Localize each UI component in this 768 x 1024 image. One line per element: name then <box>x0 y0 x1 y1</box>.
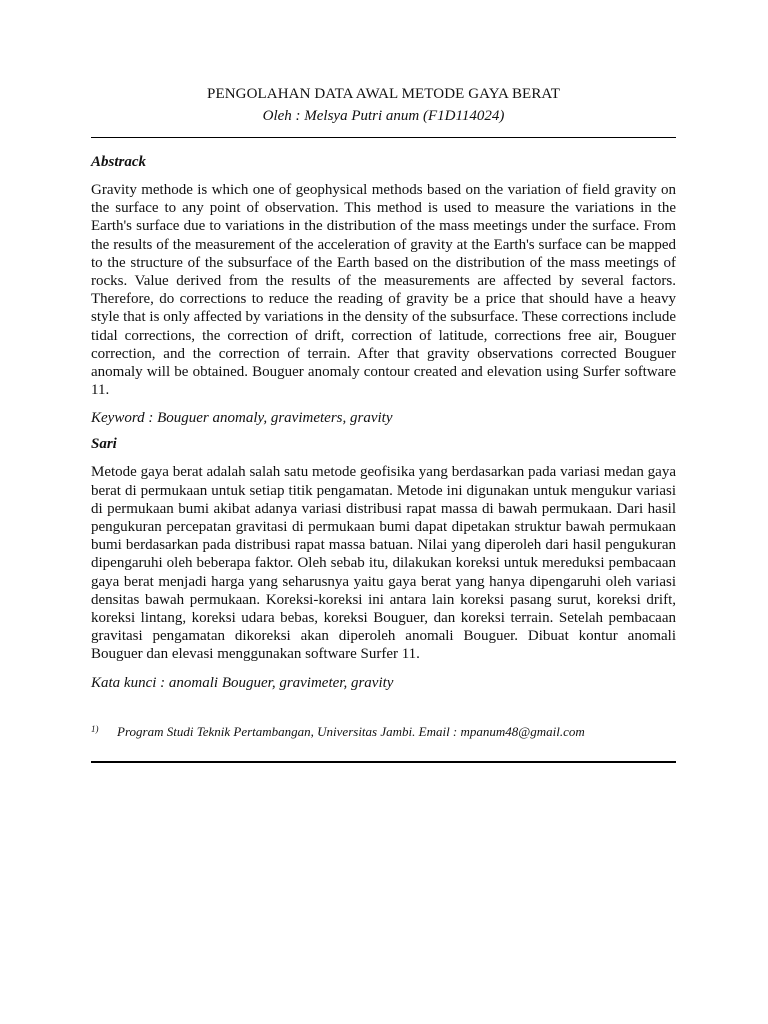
author-line: Oleh : Melsya Putri anum (F1D114024) <box>262 108 505 124</box>
paper-page <box>91 84 676 763</box>
keyword-line: Keyword : Bouguer anomaly, gravimeters, gravity <box>91 410 393 427</box>
sari-paragraph: Metode gaya berat adalah salah satu metode geofisika yang berdasarkan pada variasi medan gaya berat di permukaan untuk setiap titik pengamatan. Metode ini digunakan untuk mengukur variasi di permukaan bumi akibat adanya variasi distribusi rapat massa di bawah permukaan. Dari hasil pengukuran percepatan gravitasi di permukaan bumi dapat dipetakan struktur bawah permukaan bumi berdasarkan pada distribusi rapat massa batuan. Nilai yang diperoleh dari hasil pengukuran dipengaruhi oleh beberapa faktor. Oleh sebab itu, dilakukan koreksi untuk mereduksi pembacaan gaya berat menjadi harga yang seharusnya yaitu gaya berat yang hanya dipengaruhi oleh variasi densitas bawah permukaan. Koreksi-koreksi ini antara lain koreksi pasang surut, koreksi drift, koreksi lintang, koreksi udara bebas, koreksi Bouguer, dan koreksi terrain. Setelah pembacaan gravitasi pengamatan dikoreksi akan diperoleh anomali Bouguer. Dibuat kontur anomali Bouguer dan elevasi menggunakan software Surfer 11. <box>91 464 676 663</box>
paper-title: PENGOLAHAN DATA AWAL METODE GAYA BERAT <box>207 86 560 102</box>
footnote-text: Program Studi Teknik Pertambangan, Universitas Jambi. Email : mpanum48@gmail.com <box>117 723 585 739</box>
footnote-mark: 1) <box>91 723 99 734</box>
footer-divider <box>91 761 676 763</box>
sari-heading: Sari <box>91 436 117 453</box>
footnote <box>91 723 676 741</box>
abstract-paragraph: Gravity methode is which one of geophysical methods based on the variation of field gravity on the surface to any point of observation. This method is used to measure the variations in the Earth's surface due to variations in the distribution of the mass meetings under the surface. From the results of the measurement of the acceleration of gravity at the Earth's surface can be mapped to the structure of the subsurface of the Earth based on the distribution of the mass meetings of rocks. Value derived from the results of the measurements are affected by several factors. Therefore, do corrections to reduce the reading of gravity be a price that should have a heavy style that is only affected by variations in the density of the subsurface. These corrections include tidal corrections, the correction of drift, correction of latitude, corrections free air, Bouguer correction, and the correction of terrain. After that gravity observations corrected Bouguer anomaly will be obtained. Bouguer anomaly contour created and elevation using Surfer software 11. <box>91 182 676 399</box>
header-divider <box>91 137 676 138</box>
abstract-heading: Abstrack <box>91 154 147 170</box>
kata-kunci-line: Kata kunci : anomali Bouguer, gravimeter, gravity <box>91 674 394 691</box>
